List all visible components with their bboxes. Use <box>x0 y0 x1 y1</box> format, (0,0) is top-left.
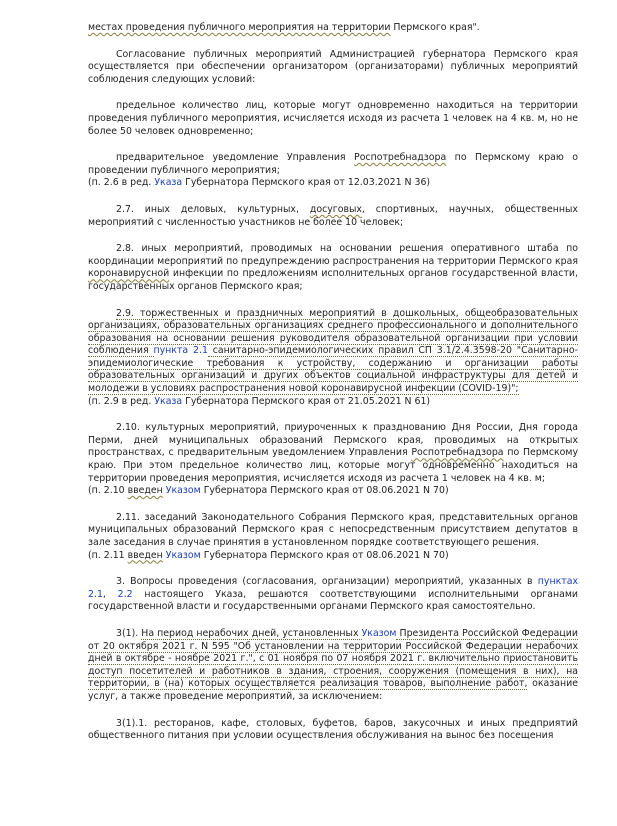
highlighted-text: На период нерабочих дней, установленных <box>141 627 362 639</box>
text-segment: инфекции по предложениям исполнительных органов государственной власти, государственных органов Пермского края; <box>88 268 578 292</box>
text-segment: (п. 2.9 в ред. <box>88 395 155 407</box>
text-segment: Согласование публичных мероприятий Администрацией губернатора Пермского края осуществляется при обеспечении организатором (организаторами) публичных мероприятий соблюдения следующих условий: <box>88 48 578 85</box>
reference-link[interactable]: Указом <box>165 485 201 497</box>
amendment-note-2-9 <box>88 396 578 409</box>
text-segment: , <box>102 588 118 600</box>
text-segment: оказание услуг, а также проведение мероприятий, за исключением: <box>88 678 578 702</box>
amendment-note-2-10 <box>88 485 578 498</box>
paragraph-max-people <box>88 100 578 138</box>
spellcheck-marked-text: досуговых <box>309 203 362 215</box>
text-segment: Губернатора Пермского края от 12.03.2021 N 36) <box>182 177 431 189</box>
text-segment: 3. Вопросы проведения (согласования, организации) мероприятий, указанных в <box>116 576 538 588</box>
text-segment: предельное количество лиц, которые могут одновременно находиться на территории проведения публичного мероприятия, исчисляется исходя из расчета 1 человек на 4 кв. м, но не более 50 человек одновременно; <box>88 100 578 137</box>
reference-link[interactable]: Указом <box>361 627 397 639</box>
text-segment: (п. 2.6 в ред. <box>88 177 155 189</box>
paragraph-approval-conditions <box>88 49 578 87</box>
paragraph-2-9 <box>88 308 578 396</box>
reference-link[interactable]: пунктах 2.1 <box>88 576 578 600</box>
highlighted-text: Президента Российской Федерации от 20 октября 2021 г. N 595 "Об установлении на территории Российской Федерации нерабочих дней в октябре - ноябре 2021 г.", с 01 ноября по 07 ноября 2021 г. включительно приостановить доступ посетителей и работников в здания, строения, сооружения (помещения в них), на территории, в (на) которых осуществляется реализация товаров, выполнение работ, <box>88 627 578 690</box>
spellcheck-marked-text: местах проведения публичного мероприятия на территории <box>88 22 391 33</box>
paragraph-2-8 <box>88 243 578 293</box>
text-segment: Пермского края". <box>390 22 480 33</box>
spellcheck-marked-text: введен <box>127 485 163 497</box>
highlighted-text: санитарно-эпидемиологических правил СП 3.1/2.4.3598-20 "Санитарно-эпидемиологические требования к устройству, содержанию и организации работы образовательных организаций и других объектов социальной инфраструктуры для детей и молодежи в условиях распространения новой коронавирусной инфекции (COVID-19)"; <box>88 345 578 395</box>
text-segment: 2.8. иных мероприятий, проводимых на основании решения оперативного штаба по координации мероприятий по предупреждению распространения на территории Пермского края <box>88 243 578 267</box>
spellcheck-marked-text: коронавирусной <box>88 268 170 280</box>
text-segment: (п. 2.11 <box>88 549 128 561</box>
text-segment: 3(1). <box>116 627 142 639</box>
paragraph-3-1-1 <box>88 718 578 743</box>
reference-link[interactable]: Указа <box>154 395 183 407</box>
paragraph-continuation <box>88 22 578 35</box>
paragraph-2-10 <box>88 422 578 485</box>
text-segment: настоящего Указа, решаются соответствующими исполнительными органами государственной власти и государственными органами Пермского края самостоятельно. <box>88 588 578 613</box>
paragraph-2-11 <box>88 512 578 550</box>
text-segment: Губернатора Пермского края от 08.06.2021 N 70) <box>200 549 449 561</box>
text-segment: Губернатора Пермского края от 21.05.2021 N 61) <box>182 395 431 407</box>
text-segment: 2.10. культурных мероприятий, приуроченных к празднованию Дня России, Дня города Перми, дней муниципальных образований Пермского края, проводимых на открытых пространствах, с предварительным уведомлением Управления <box>88 422 578 459</box>
reference-link[interactable]: Указом <box>165 549 201 561</box>
reference-link[interactable]: Указа <box>154 177 183 189</box>
amendment-note-2-11 <box>88 550 578 563</box>
text-segment: (п. 2.10 <box>88 485 128 497</box>
reference-link[interactable]: пункта 2.1 <box>153 345 208 357</box>
paragraph-3 <box>88 576 578 614</box>
paragraph-2-7 <box>88 204 578 229</box>
text-segment: 3(1).1. ресторанов, кафе, столовых, буфетов, баров, закусочных и иных предприятий общественного питания при условии осуществления обслуживания на вынос без посещения <box>88 717 578 742</box>
document-page <box>88 22 578 743</box>
spellcheck-marked-text: Роспотребнадзора <box>411 447 504 459</box>
text-segment: по Пермскому краю. При этом предельное количество лиц, которые могут одновременно находиться на территории проведения мероприятия, исчисляется исходя из расчета 1 человек на 4 кв. м; <box>88 447 578 484</box>
amendment-note-2-6 <box>88 177 578 190</box>
spellcheck-marked-text: Роспотребнадзора <box>354 152 447 164</box>
text-segment: 2.11. заседаний Законодательного Собрания Пермского края, представительных органов муниципальных образований Пермского края с непосредственным присутствием депутатов в зале заседания в случае принятия в установленном порядке соответствующего решения. <box>88 511 578 548</box>
spellcheck-marked-text: введен <box>127 549 163 561</box>
text-segment: Губернатора Пермского края от 08.06.2021 N 70) <box>200 485 449 497</box>
text-segment: по Пермскому краю о проведении публичного мероприятия; <box>88 152 578 176</box>
paragraph-prior-notice <box>88 152 578 177</box>
highlighted-text: 2.9. торжественных и праздничных мероприятий в дошкольных, общеобразовательных организациях, образовательных организациях среднего профессионального и дополнительного образования на основании решения руководителя образовательной организации при условии соблюдения <box>88 307 578 357</box>
text-segment: 2.7. иных деловых, культурных, <box>116 203 310 215</box>
text-segment: предварительное уведомление Управления <box>116 152 355 164</box>
text-segment: , спортивных, научных, общественных мероприятий с численностью участников не более 10 человек; <box>88 203 578 228</box>
paragraph-3-1 <box>88 628 578 704</box>
reference-link[interactable]: 2.2 <box>117 588 133 600</box>
